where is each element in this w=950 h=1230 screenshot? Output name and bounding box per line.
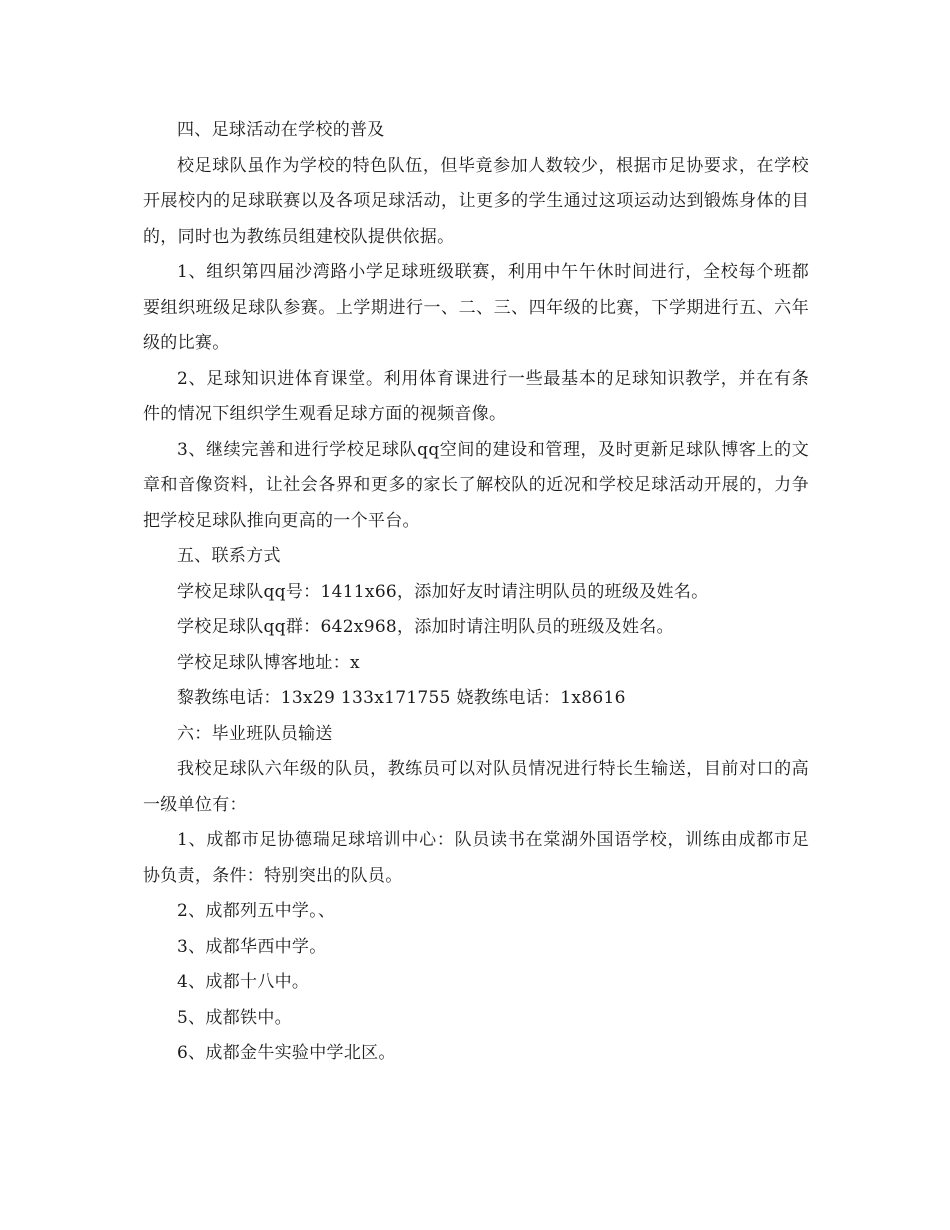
contact-qq-group: 学校足球队qq群：642x968，添加时请注明队员的班级及姓名。	[177, 617, 674, 637]
contact-qq-number: 学校足球队qq号：1411x66，添加好友时请注明队员的班级及姓名。	[177, 581, 709, 602]
school-item-6: 6、成都金牛实验中学北区。	[177, 1043, 396, 1063]
section-heading-4: 四、足球活动在学校的普及	[177, 120, 385, 140]
school-item-4: 4、成都十八中。	[177, 972, 310, 992]
paragraph-intro: 校足球队虽作为学校的特色队伍，但毕竟参加人数较少，根据市足协要求，在学校开展校内的足球联赛以及各项足球活动，让更多的学生通过这项运动达到锻炼身体的目的，同时也为教练员组建校队提供依据。	[143, 155, 809, 247]
list-item-2: 2、足球知识进体育课堂。利用体育课进行一些最基本的足球知识教学，并在有条件的情况下组织学生观看足球方面的视频音像。	[143, 368, 809, 424]
school-item-2: 2、成都列五中学。、	[177, 901, 336, 921]
school-item-1: 1、成都市足协德瑞足球培训中心：队员读书在棠湖外国语学校，训练由成都市足协负责，条件：特别突出的队员。	[143, 830, 809, 886]
section-heading-6: 六：毕业班队员输送	[177, 723, 333, 744]
section-heading-5: 五、联系方式	[177, 546, 281, 566]
list-item-1: 1、组织第四届沙湾路小学足球班级联赛，利用中午午休时间进行，全校每个班都要组织班级足球队参赛。上学期进行一、二、三、四年级的比赛，下学期进行五、六年级的比赛。	[143, 262, 809, 353]
school-item-5: 5、成都铁中。	[177, 1007, 292, 1028]
contact-coach-phones: 黎教练电话：13x29 133x171755 娆教练电话：1x8616	[177, 688, 626, 708]
paragraph-transfer-intro: 我校足球队六年级的队员，教练员可以对队员情况进行特长生输送，目前对口的高一级单位有：	[143, 759, 809, 815]
list-item-3: 3、继续完善和进行学校足球队qq空间的建设和管理，及时更新足球队博客上的文章和音像资料，让社会各界和更多的家长了解校队的近况和学校足球活动开展的，力争把学校足球队推向更高的一个平台。	[143, 439, 809, 531]
document-body	[143, 113, 809, 1072]
contact-blog-address: 学校足球队博客地址：x	[177, 652, 360, 673]
school-item-3: 3、成都华西中学。	[177, 936, 327, 957]
